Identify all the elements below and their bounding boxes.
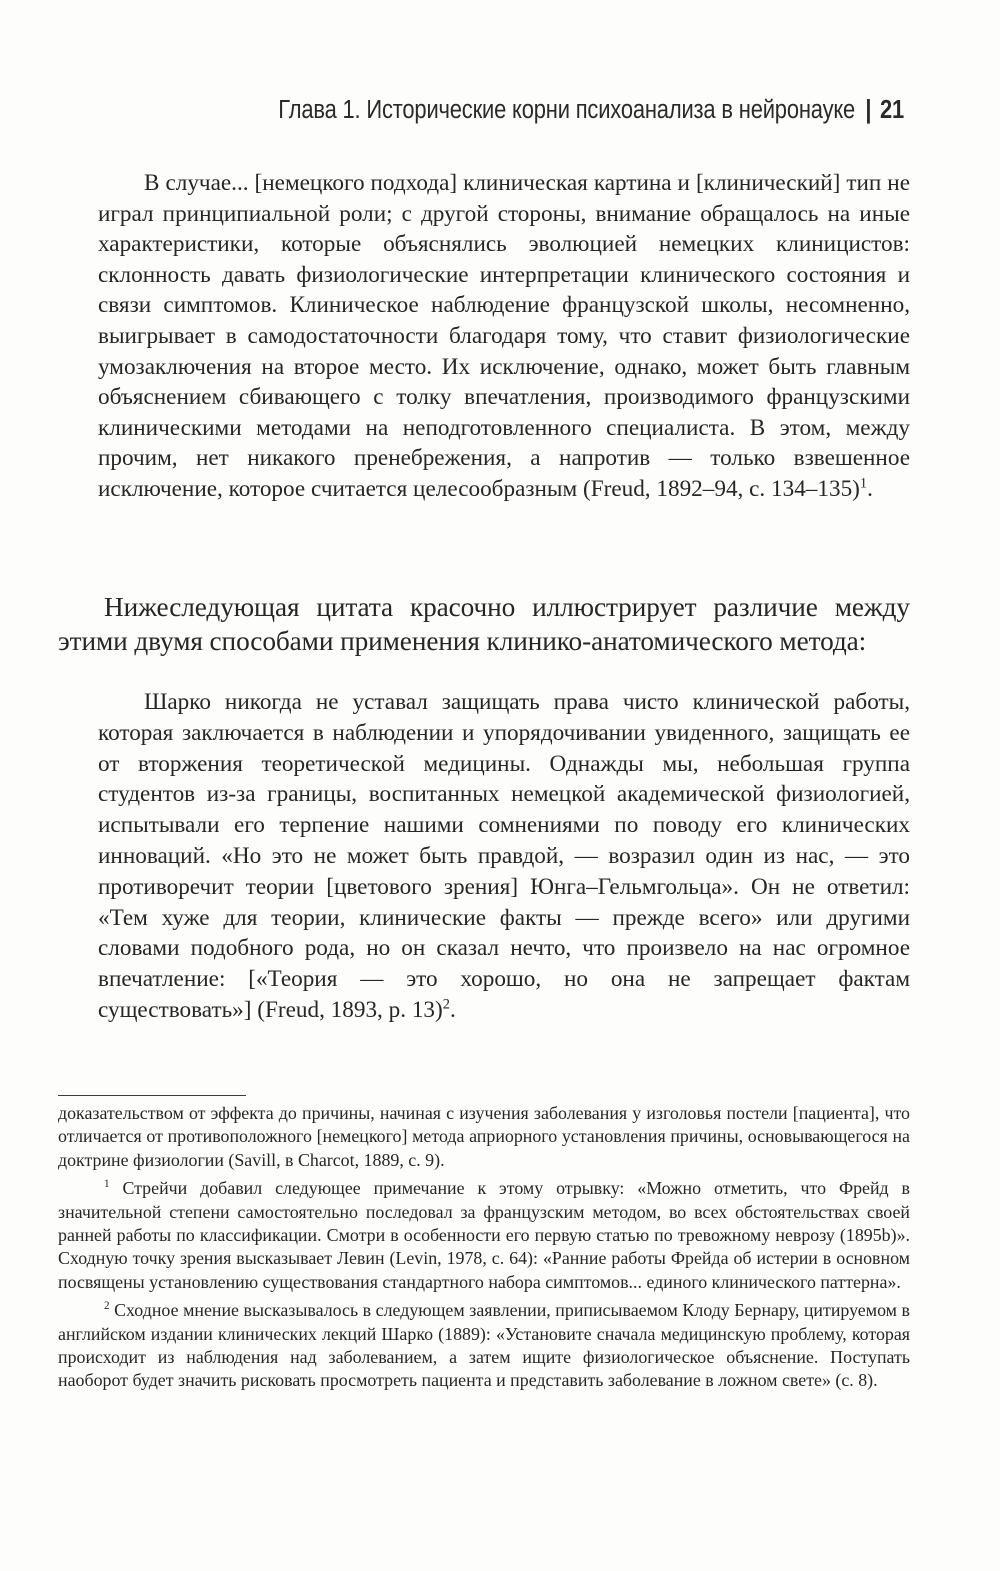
footnote-marker: 1	[104, 1178, 110, 1191]
footnote-ref-2[interactable]: 2	[442, 996, 450, 1013]
body-paragraph: Нижеследующая цитата красочно иллюстрирует различие между этими двумя способами применения клинико-анатомического метода:	[58, 592, 910, 656]
footnote-continuation: доказательством от эффекта до причины, начиная с изучения заболевания у изголовья постели [пациента], что отличается от противоположного [немецкого] метода априорного установления причины, основывающегося на доктрине физиологии (Savill, в Charcot, 1889, с. 9).	[58, 1103, 910, 1170]
footnote-text: Стрейчи добавил следующее примечание к этому отрывку: «Можно отметить, что Фрейд в значительной степени самостоятельно последовал за французским методом, во всех обстоятельствах своей ранней работы по классификации. Смотри в особенности его первую статью по тревожному неврозу (1895b)». Сходную точку зрения высказывает Левин (Levin, 1978, с. 64): «Ранние работы Фрейда об истерии в основном посвящены установлению существования стандартного набора симптомов... единого клинического паттерна».	[58, 1178, 910, 1292]
body-text	[58, 590, 910, 658]
running-header	[127, 96, 904, 125]
footnote-ref-1[interactable]: 1	[859, 475, 868, 492]
footnote-2	[58, 1299, 910, 1393]
block-quote-2	[98, 687, 910, 1026]
quote-text: Шарко никогда не уставал защищать права чисто клинической работы, которая заключается в наблюдении и упорядочивании увиденного, защищать ее от вторжения теоретической медицины. Однажды мы, небольшая группа студентов из-за границы, воспитанных немецкой академической физиологией, испытывали его терпение нашими сомнениями по поводу его клинических инноваций. «Но это не может быть правдой, — возразил один из нас, — это противоречит теории [цветового зрения] Юнга–Гельмгольца». Он не ответил: «Тем хуже для теории, клинические факты — прежде всего» или другими словами подобного рода, но он сказал нечто, что произвело на нас огромное впечатление: [«Теория — это хорошо, но она не запрещает фактам существовать»] (Freud, 1893, p. 13)	[98, 689, 910, 1023]
footnote-1	[58, 1177, 910, 1294]
quote-paragraph	[98, 687, 910, 1026]
footnote-divider	[58, 1095, 246, 1096]
quote-paragraph	[98, 168, 910, 505]
chapter-title: Глава 1. Исторические корни психоанализа в нейронауке	[278, 96, 856, 124]
footnote-text: Сходное мнение высказывалось в следующем заявлении, приписываемом Клоду Бернару, цитируемом в английском издании клинических лекций Шарко (1889): «Установите сначала медицинскую проблему, которая происходит из наблюдения над заболеванием, а затем ищите физиологическое объяснение. Поступать наоборот будет значить рисковать просмотреть пациента и представить заболевание в ложном свете» (с. 8).	[58, 1300, 910, 1391]
header-separator: |	[865, 96, 872, 124]
quote-end-punct: .	[867, 475, 873, 502]
quote-end-punct: .	[449, 996, 456, 1023]
footnote-marker: 2	[104, 1300, 110, 1313]
page-number: 21	[879, 96, 904, 124]
footnotes	[58, 1102, 910, 1393]
block-quote-1	[98, 168, 910, 505]
quote-text: В случае... [немецкого подхода] клиническая картина и [клинический] тип не играл принципиальной роли; с другой стороны, внимание обращалось на иные характеристики, которые объяснялись эволюцией немецких клиницистов: склонность давать физиологические интерпретации клинического состояния и связи симптомов. Клиническое наблюдение французской школы, несомненно, выигрывает в самодостаточности благодаря тому, что ставит физиологические умозаключения на второе место. Их исключение, однако, может быть главным объяснением сбивающего с толку впечатления, производимого французскими клиническими методами на неподготовленного специалиста. В этом, между прочим, нет никакого пренебрежения, а напротив — только взвешенное исключение, которое считается целесообразным (Freud, 1892–94, с. 134–135)	[98, 170, 910, 502]
